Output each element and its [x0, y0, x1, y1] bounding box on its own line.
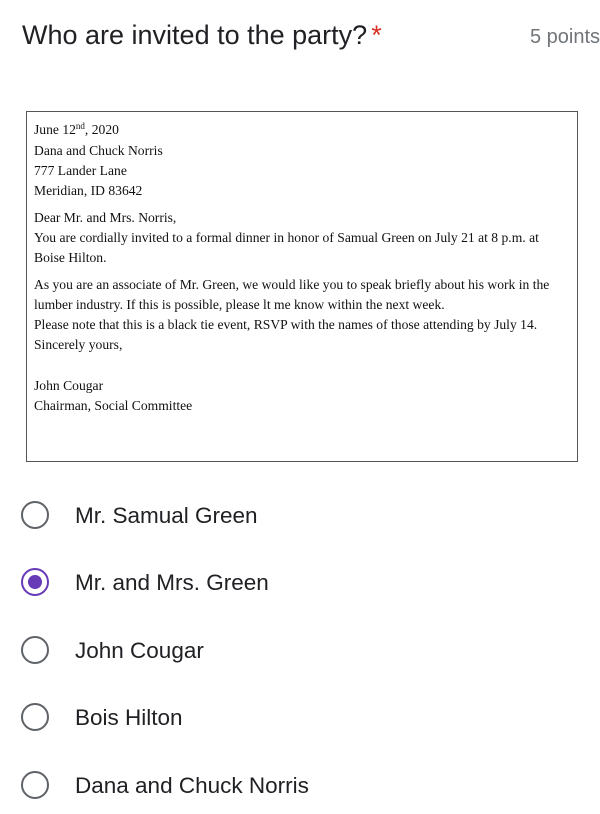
option-label: Mr. and Mrs. Green	[75, 570, 269, 595]
radio-button[interactable]	[21, 771, 49, 799]
letter-date-suffix: nd	[75, 121, 85, 131]
letter-paragraph: Please note that this is a black tie event, RSVP with the names of those attending by July 14.	[34, 317, 538, 332]
option-label: Dana and Chuck Norris	[75, 773, 309, 798]
radio-button[interactable]	[21, 636, 49, 664]
radio-button[interactable]	[21, 501, 49, 529]
option-mr-and-mrs-green[interactable]	[0, 551, 593, 611]
signer-title: Chairman, Social Committee	[34, 398, 193, 413]
question-header	[0, 0, 600, 72]
letter-paragraph: As you are an associate of Mr. Green, we would like you to speak briefly about his work in the lumber industry. If this is possible, please lt me know within the next week.	[34, 277, 550, 312]
recipient-line: Dana and Chuck Norris	[34, 143, 163, 158]
letter-recipient	[34, 141, 571, 201]
question-title	[22, 18, 382, 52]
radio-selected-dot	[28, 575, 42, 589]
option-label: Bois Hilton	[75, 705, 183, 730]
recipient-line: Meridian, ID 83642	[34, 183, 143, 198]
option-label: John Cougar	[75, 638, 204, 663]
radio-button[interactable]	[21, 703, 49, 731]
signature-space	[34, 355, 571, 376]
letter-salutation: Dear Mr. and Mrs. Norris,	[34, 210, 177, 225]
signer-name: John Cougar	[34, 378, 104, 393]
letter-date-main: June 12	[34, 122, 76, 137]
required-marker: *	[371, 20, 382, 50]
option-label: Mr. Samual Green	[75, 503, 258, 528]
option-bois-hilton[interactable]	[0, 686, 593, 746]
letter-body-intro	[34, 208, 571, 268]
letter-closing: Sincerely yours,	[34, 337, 123, 352]
option-dana-and-chuck-norris[interactable]	[0, 754, 593, 814]
letter-date-year: , 2020	[84, 122, 119, 137]
question-title-text: Who are invited to the party?	[22, 20, 368, 50]
letter-date	[34, 120, 571, 141]
option-john-cougar[interactable]	[0, 619, 593, 679]
recipient-line: 777 Lander Lane	[34, 163, 127, 178]
letter-paragraph: You are cordially invited to a formal dinner in honor of Samual Green on July 21 at 8 p.m. at Boise Hilton.	[34, 230, 539, 265]
radio-button-selected[interactable]	[21, 568, 49, 596]
points-label: 5 points	[530, 26, 600, 48]
letter-image	[26, 111, 578, 462]
option-samual-green[interactable]	[0, 484, 593, 544]
